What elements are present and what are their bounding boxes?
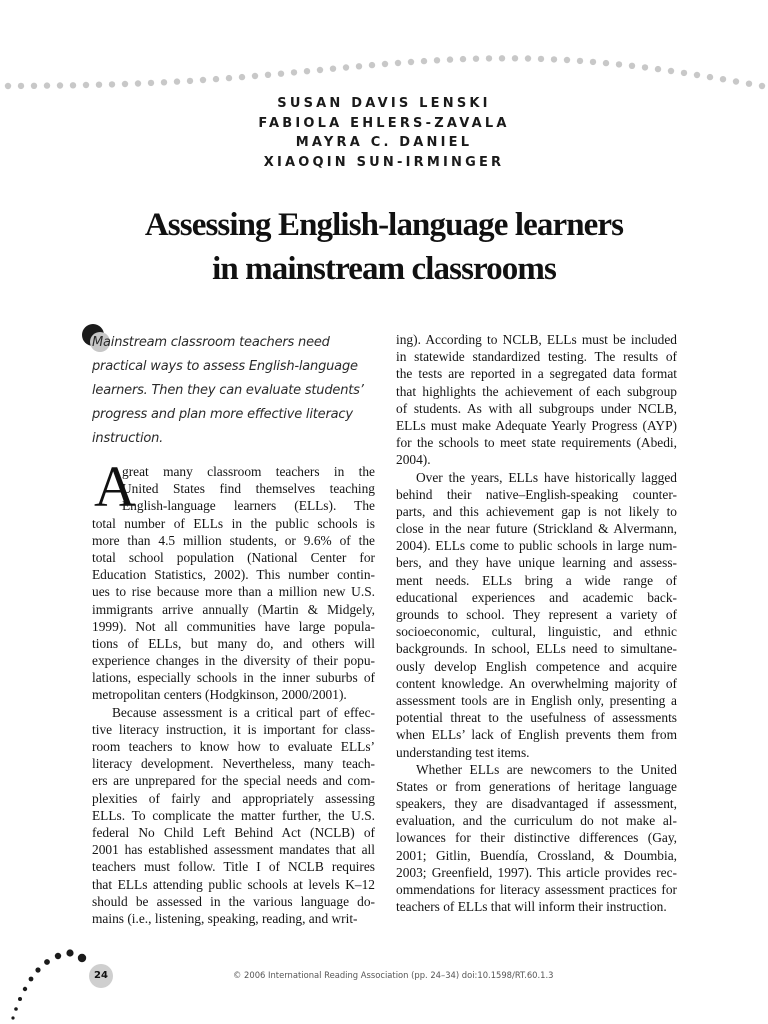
header-wave-dot <box>18 83 24 89</box>
body-text-line: more than 4.5 million students, or 9.6% of the <box>92 532 375 548</box>
body-text-line: total school population (National Center for <box>92 549 375 565</box>
header-wave-dot <box>174 78 180 84</box>
header-wave-dot <box>239 74 245 80</box>
body-text-line: backgrounds. In school, ELLs need to simultane- <box>396 641 677 657</box>
body-text-line: United States find themselves teaching <box>122 481 375 497</box>
title-line: Assessing English-language learners <box>144 207 624 243</box>
header-wave-dot <box>382 61 388 67</box>
title-line: in mainstream classrooms <box>212 251 556 287</box>
author-name: MAYRA C. DANIEL <box>295 135 473 150</box>
header-wave-dot <box>200 77 206 83</box>
author-name: XIAOQIN SUN-IRMINGER <box>263 154 505 170</box>
body-text-line: federal No Child Left Behind Act (NCLB) of <box>92 824 375 840</box>
body-text-line: Education Statistics, 2002). This number contin- <box>92 567 375 583</box>
footer-arc-dot <box>18 997 22 1001</box>
footer-arc-dot <box>11 1016 14 1019</box>
body-text-line: understanding test items. <box>396 744 530 760</box>
body-column-left <box>92 454 375 927</box>
header-wave-dot <box>408 59 414 65</box>
header-wave-dot <box>668 68 674 74</box>
body-text-line: 2004). ELLs come to public schools in large num- <box>396 538 677 554</box>
pullquote-line: instruction. <box>92 431 164 446</box>
body-text-line: ommendations for literacy assessment practices for <box>396 882 677 897</box>
pullquote-line: progress and plan more effective literacy <box>92 407 353 422</box>
header-wave-dot <box>603 60 609 66</box>
header-wave-dot <box>330 66 336 72</box>
page-number: 24 <box>89 964 113 988</box>
body-text-line: ment needs. ELLs bring a wide range of <box>396 572 677 588</box>
body-text-line: room teachers to know how to evaluate ELLs’ <box>92 739 375 754</box>
body-text-line: metropolitan centers (Hodgkinson, 2000/2001). <box>92 687 347 703</box>
header-wave-dot <box>44 82 50 88</box>
body-text-line: close in the near future (Strickland & Alvermann, <box>396 521 677 537</box>
body-text-line: ELLs. To complicate the matter further, the U.S. <box>92 807 375 823</box>
header-wave-dot <box>369 62 375 68</box>
header-wave-dot <box>278 71 284 77</box>
body-text-line: States or from generations of heritage language <box>396 778 677 794</box>
author-name: SUSAN DAVIS LENSKI <box>277 96 491 111</box>
body-text-line: ers are unprepared for the special needs and com- <box>92 773 375 789</box>
author-list <box>184 94 584 172</box>
header-wave-dot <box>746 81 752 87</box>
body-text-line: immigrants arrive annually (Martin & Midgely, <box>92 601 375 617</box>
header-wave-dot <box>564 57 570 63</box>
header-wave-dot <box>343 64 349 70</box>
body-text-line: lowances for their distinctive differences (Gay, <box>396 830 677 846</box>
header-wave-dot <box>395 60 401 66</box>
header-wave-dot <box>525 55 531 61</box>
header-wave-dot <box>460 56 466 62</box>
header-wave-dot <box>421 58 427 64</box>
header-wave-dot <box>447 56 453 62</box>
body-text-line: experience changes in the diversity of their popu- <box>92 653 375 669</box>
header-wave-dot <box>96 82 102 88</box>
header-wave-dot <box>681 70 687 76</box>
body-text-line: when ELLs’ lack of English prevents them from <box>396 727 677 743</box>
header-wave-dot <box>551 56 557 62</box>
pullquote <box>92 331 382 451</box>
body-text-line: ues to rise because more than a million new U.S. <box>92 584 375 600</box>
pullquote-line: practical ways to assess English-language <box>92 359 358 374</box>
author-name: FABIOLA EHLERS-ZAVALA <box>258 115 510 131</box>
header-wave-dot <box>148 80 154 86</box>
body-text-line: great many classroom teachers in the <box>122 464 375 479</box>
body-text-line: should be assessed in the various language do- <box>92 893 375 909</box>
header-wave-dot <box>83 82 89 88</box>
header-wave-dot <box>265 72 271 78</box>
body-text-line: 1999). Not all communities have large popula- <box>92 618 375 634</box>
body-text-line: grounds to school. They represent a variety of <box>396 607 677 622</box>
header-wave-dot <box>759 83 765 89</box>
body-text-line: behind their native–English-speaking counter- <box>396 486 677 502</box>
body-text-line: English-language learners (ELLs). The <box>122 498 375 514</box>
body-text-line: that ELLs attending public schools at levels K–12 <box>92 876 375 892</box>
header-wave-dot <box>226 75 232 81</box>
footer-arc-dot <box>44 959 50 965</box>
header-wave-dot <box>434 57 440 63</box>
body-text-line: 2004). <box>396 452 431 468</box>
footer-arc-dot <box>66 949 73 956</box>
header-wave-dot <box>356 63 362 69</box>
body-text-line: speakers, they are disadvantaged if assessment, <box>396 796 677 812</box>
body-text-line: ELLs must make Adequate Yearly Progress (AYP) <box>396 417 677 433</box>
body-text-line: potential threat to the usefulness of assessments <box>396 710 677 726</box>
header-wave-dot <box>655 66 661 72</box>
footer-citation: © 2006 International Reading Association (pp. 24–34) doi:10.1598/RT.60.1.3 <box>233 970 554 980</box>
body-text-line: lations, especially schools in the inner suburbs of <box>92 670 375 686</box>
header-wave-dot <box>187 78 193 84</box>
header-wave-dot <box>642 64 648 70</box>
header-wave-dot <box>5 83 11 89</box>
body-text-line: Over the years, ELLs have historically lagged <box>416 469 677 485</box>
body-text-line: bers, and they have unique learning and assess- <box>396 555 677 571</box>
body-text-line: total number of ELLs in the public schools is <box>92 515 375 531</box>
header-wave-dot <box>109 81 115 87</box>
body-text-line: 2003; Greenfield, 1997). This article provides rec- <box>396 864 677 880</box>
header-wave-dot <box>161 79 167 85</box>
header-wave-dot <box>577 58 583 64</box>
header-wave-dot <box>512 55 518 61</box>
header-wave-dot <box>629 63 635 69</box>
drop-cap: A <box>94 454 136 519</box>
header-wave-dot <box>733 78 739 84</box>
header-wave-dot <box>122 81 128 87</box>
footer-arc-dot <box>29 977 34 982</box>
pullquote-line: learners. Then they can evaluate students’ <box>92 383 364 398</box>
body-text-line: teachers must follow. Title I of NCLB requires <box>92 859 375 875</box>
header-wave-dot <box>291 69 297 75</box>
body-text-line: tive literacy instruction, it is important for class- <box>92 721 375 737</box>
header-wave-dot <box>499 55 505 61</box>
body-text-line: mains (i.e., listening, speaking, reading, and writ- <box>92 910 358 926</box>
header-wave-dot <box>317 67 323 73</box>
body-text-line: 2001; Gitlin, Buendía, Crossland, & Doumbia, <box>396 847 677 863</box>
body-text-line: Whether ELLs are newcomers to the United <box>416 761 677 777</box>
footer-arc-dot <box>78 954 86 962</box>
body-text-line: parts, and this achievement gap is not likely to <box>396 503 677 519</box>
body-text-line: teachers of ELLs that will inform their instruction. <box>396 899 667 915</box>
body-text-line: that highlights the achievement of each subgroup <box>396 383 677 399</box>
header-wave-dot <box>304 68 310 74</box>
body-column-right <box>396 331 677 915</box>
pullquote-line: Mainstream classroom teachers need <box>92 335 330 350</box>
body-text-line: ously develop English competence and acquire <box>396 658 677 674</box>
header-wave-dot <box>213 76 219 82</box>
footer-arc-dot <box>35 967 40 972</box>
body-text-line: 2001 has established assessment mandates that all <box>92 842 375 858</box>
header-wave-dot <box>616 61 622 67</box>
article-title <box>84 203 684 291</box>
body-text-line: of students. As with all subgroups under NCLB, <box>396 400 677 416</box>
header-wave-dot <box>590 59 596 65</box>
footer-arc-dot <box>55 953 61 959</box>
header-wave-dot <box>473 56 479 62</box>
body-text-line: socioeconomic, cultural, linguistic, and ethnic <box>396 624 677 640</box>
body-text-line: tions of ELLs, but many do, and others will <box>92 635 375 651</box>
body-text-line: educational experiences and academic back- <box>396 589 677 605</box>
footer-arc-dot <box>23 987 27 991</box>
header-wave-dot <box>31 83 37 89</box>
body-text-line: content knowledge. An overwhelming majority of <box>396 675 677 691</box>
header-wave-dot <box>57 82 63 88</box>
header-wave-dot <box>538 56 544 62</box>
header-wave-dot <box>135 80 141 86</box>
header-wave-dot <box>252 73 258 79</box>
body-text-line: literacy development. Nevertheless, many teach- <box>92 756 375 772</box>
body-text-line: Because assessment is a critical part of effec- <box>112 704 375 720</box>
header-wave-dot <box>720 76 726 82</box>
body-text-line: for the schools to meet state requirements (Abedi, <box>396 435 677 451</box>
header-wave-dot <box>694 72 700 78</box>
header-wave-dot <box>707 74 713 80</box>
body-text-line: the tests are reported in a segregated data format <box>396 366 677 382</box>
body-text-line: ing). According to NCLB, ELLs must be included <box>396 332 677 347</box>
body-text-line: assessment tools are in English only, presenting a <box>396 692 677 708</box>
body-text-line: plexities of fairly and appropriately assessing <box>92 790 375 806</box>
footer-arc-dot <box>14 1007 18 1011</box>
body-text-line: evaluation, and the curriculum do not make al- <box>396 813 677 829</box>
header-wave-dot <box>70 82 76 88</box>
body-text-line: in statewide standardized testing. The results of <box>396 349 677 365</box>
header-wave-dot <box>486 55 492 61</box>
